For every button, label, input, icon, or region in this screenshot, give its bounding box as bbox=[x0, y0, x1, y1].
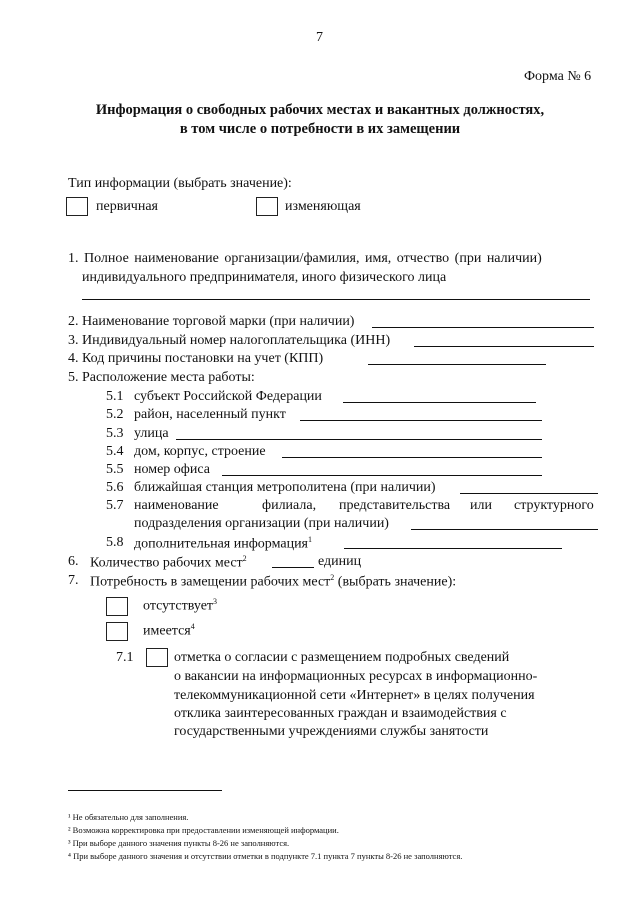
item71-line5: государственными учреждениями службы занятости bbox=[174, 724, 489, 739]
sub57-word5: структурного bbox=[514, 498, 594, 513]
need-absent-checkbox[interactable] bbox=[106, 597, 128, 616]
street-field[interactable] bbox=[176, 439, 542, 440]
changing-checkbox[interactable] bbox=[256, 197, 278, 216]
item1-line1: 1. Полное наименование организации/фамилия, имя, отчество (при наличии) bbox=[68, 251, 542, 266]
consent-checkbox[interactable] bbox=[146, 648, 168, 667]
item6-num: 6. bbox=[68, 554, 79, 569]
footnote-separator bbox=[68, 790, 222, 791]
sub56-label: ближайшая станция метрополитена (при наличии) bbox=[134, 480, 436, 495]
sub56-num: 5.6 bbox=[106, 480, 124, 495]
page-title-line1: Информация о свободных рабочих местах и вакантных должностях, bbox=[95, 102, 545, 118]
region-field[interactable] bbox=[343, 402, 536, 403]
info-type-label: Тип информации (выбрать значение): bbox=[68, 176, 292, 191]
sub57-word2: филиала, bbox=[262, 498, 317, 513]
primary-label: первичная bbox=[96, 199, 158, 214]
item3-label: 3. Индивидуальный номер налогоплательщика (ИНН) bbox=[68, 333, 391, 348]
page-title-line2: в том числе о потребности в их замещении bbox=[179, 121, 461, 137]
item1-line2: индивидуального предпринимателя, иного физического лица bbox=[82, 270, 447, 285]
footnote-2: ² Возможна корректировка при предоставлении изменяющей информации. bbox=[68, 825, 339, 835]
metro-field[interactable] bbox=[460, 493, 598, 494]
item71-line4: отклика заинтересованных граждан и взаимодействия с bbox=[174, 706, 507, 721]
footnote-1: ¹ Не обязательно для заполнения. bbox=[68, 812, 189, 822]
trademark-field[interactable] bbox=[372, 327, 594, 328]
item71-num: 7.1 bbox=[116, 650, 134, 665]
sub57-word3: представительства bbox=[339, 498, 451, 513]
sub55-num: 5.5 bbox=[106, 462, 124, 477]
item6-label: Количество рабочих мест$^2$ bbox=[90, 554, 247, 571]
item7-label: Потребность в замещении рабочих мест$^2$ (выбрать значение): bbox=[90, 573, 457, 590]
footnote-3: ³ При выборе данного значения пункты 8-26 не заполняются. bbox=[68, 838, 290, 848]
item2-label: 2. Наименование торговой марки (при наличии) bbox=[68, 314, 355, 329]
need-present-checkbox[interactable] bbox=[106, 622, 128, 641]
kpp-field[interactable] bbox=[368, 364, 546, 365]
office-field[interactable] bbox=[222, 475, 542, 476]
item7-num: 7. bbox=[68, 573, 79, 588]
sub57-num: 5.7 bbox=[106, 498, 124, 513]
sub51-num: 5.1 bbox=[106, 389, 124, 404]
inn-field[interactable] bbox=[414, 346, 594, 347]
page-number: 7 bbox=[316, 30, 323, 45]
sub57-line2: подразделения организации (при наличии) bbox=[134, 516, 389, 531]
sub58-label: дополнительная информация$^1$ bbox=[134, 535, 312, 552]
sub53-label: улица bbox=[134, 426, 169, 441]
need-absent-label: отсутствует$^3$ bbox=[143, 597, 218, 614]
subdivision-field[interactable] bbox=[411, 529, 598, 530]
footnote-4: ⁴ При выборе данного значения и отсутствии отметки в подпункте 7.1 пункта 7 пункты 8-26 не заполняются. bbox=[68, 851, 463, 861]
sub55-label: номер офиса bbox=[134, 462, 210, 477]
sub51-label: субъект Российской Федерации bbox=[134, 389, 322, 404]
need-present-label: имеется$^4$ bbox=[143, 622, 195, 639]
sub57-word1: наименование bbox=[134, 498, 219, 513]
item71-line1: отметка о согласии с размещением подробных сведений bbox=[174, 650, 510, 665]
building-field[interactable] bbox=[282, 457, 542, 458]
changing-label: изменяющая bbox=[285, 199, 361, 214]
sub54-label: дом, корпус, строение bbox=[134, 444, 266, 459]
primary-checkbox[interactable] bbox=[66, 197, 88, 216]
item4-label: 4. Код причины постановки на учет (КПП) bbox=[68, 351, 324, 366]
item5-label: 5. Расположение места работы: bbox=[68, 370, 255, 385]
sub57-word4: или bbox=[470, 498, 492, 513]
item71-line3: телекоммуникационной сети «Интернет» в целях получения bbox=[174, 688, 535, 703]
district-field[interactable] bbox=[300, 420, 542, 421]
item71-line2: о вакансии на информационных ресурсах в информационно- bbox=[174, 669, 538, 684]
sub53-num: 5.3 bbox=[106, 426, 124, 441]
sub54-num: 5.4 bbox=[106, 444, 124, 459]
item6-unit: единиц bbox=[318, 554, 362, 569]
item1-field[interactable] bbox=[82, 299, 590, 300]
sub52-label: район, населенный пункт bbox=[134, 407, 286, 422]
extra-info-field[interactable] bbox=[344, 548, 562, 549]
sub52-num: 5.2 bbox=[106, 407, 124, 422]
form-label: Форма № 6 bbox=[524, 69, 592, 84]
sub58-num: 5.8 bbox=[106, 535, 124, 550]
workplaces-count-field[interactable] bbox=[272, 567, 314, 568]
